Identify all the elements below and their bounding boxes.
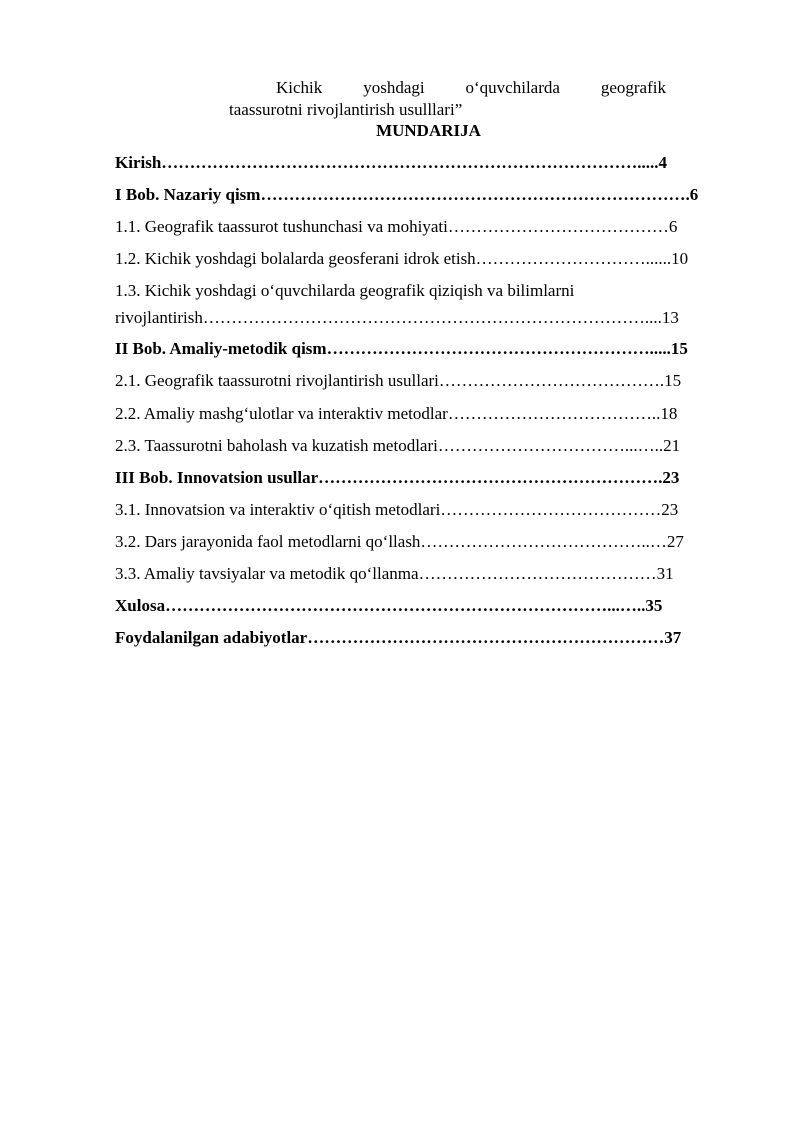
toc-entry-kirish[interactable]: [115, 151, 741, 183]
toc-entry-text: rivojlantirish……………………………………………………………………....13: [115, 308, 679, 328]
toc-entry-text: 1.2. Kichik yoshdagi bolalarda geosferani idrok etish…………………………......10: [115, 249, 689, 269]
toc-entry-2-2[interactable]: [115, 402, 741, 434]
toc-entry-text: I Bob. Nazariy qism………………………………………………………………….6: [115, 185, 699, 205]
toc-entry-text: 2.3. Taassurotni baholash va kuzatish metodlari……………………………...…..21: [115, 435, 681, 455]
toc-entry-chapter-2[interactable]: [115, 337, 741, 369]
toc-entry-text: Xulosa……………………………………………………………………...…..35: [115, 596, 663, 616]
table-of-contents: [115, 151, 741, 658]
toc-heading: MUNDARIJA: [376, 121, 481, 140]
toc-entry-text: Kirish………………………………………………………………………….....4: [115, 153, 668, 172]
toc-entry-2-1[interactable]: [115, 369, 741, 401]
toc-entry-text: III Bob. Innovatsion usullar…………………………………………………….23: [115, 467, 680, 487]
toc-entry-xulosa[interactable]: [115, 594, 741, 626]
toc-entry-text: 3.2. Dars jarayonida faol metodlarni qo‘llash…………………………………..…27: [115, 531, 684, 551]
toc-entry-text: 3.3. Amaliy tavsiyalar va metodik qo‘llanma……………………………………31: [115, 564, 674, 584]
toc-entry-2-3[interactable]: [115, 434, 741, 466]
toc-entry-3-3[interactable]: [115, 562, 741, 594]
toc-entry-3-1[interactable]: [115, 498, 741, 530]
toc-entry-1-1[interactable]: [115, 215, 741, 247]
toc-entry-text: 2.2. Amaliy mashg‘ulotlar va interaktiv metodlar………………………………..18: [115, 403, 678, 423]
toc-entry-1-2[interactable]: [115, 247, 741, 279]
toc-entry-3-2[interactable]: [115, 530, 741, 562]
toc-entry-text: II Bob. Amaliy-metodik qism………………………………………………….....15: [115, 339, 688, 359]
document-title-line-1: Kichik yoshdagi o‘quvchilarda geografik: [276, 78, 666, 97]
toc-entry-text: 3.1. Innovatsion va interaktiv o‘qitish metodlari…………………………………23: [115, 499, 679, 519]
toc-entry-text-first-line: 1.3. Kichik yoshdagi o‘quvchilarda geografik qiziqish va bilimlarni: [115, 281, 575, 301]
toc-entry-1-3[interactable]: [115, 279, 741, 337]
toc-entry-chapter-1[interactable]: [115, 183, 741, 215]
toc-entry-chapter-3[interactable]: [115, 466, 741, 498]
toc-entry-text: Foydalanilgan adabiyotlar………………………………………………………37: [115, 628, 682, 648]
toc-entry-text: 2.1. Geografik taassurotni rivojlantirish usullari………………………………….15: [115, 371, 682, 391]
document-title-line-2: taassurotni rivojlantirish usulllari”: [229, 100, 463, 119]
toc-entry-references[interactable]: [115, 626, 741, 658]
toc-entry-text: 1.1. Geografik taassurot tushunchasi va mohiyati…………………………………6: [115, 217, 678, 237]
